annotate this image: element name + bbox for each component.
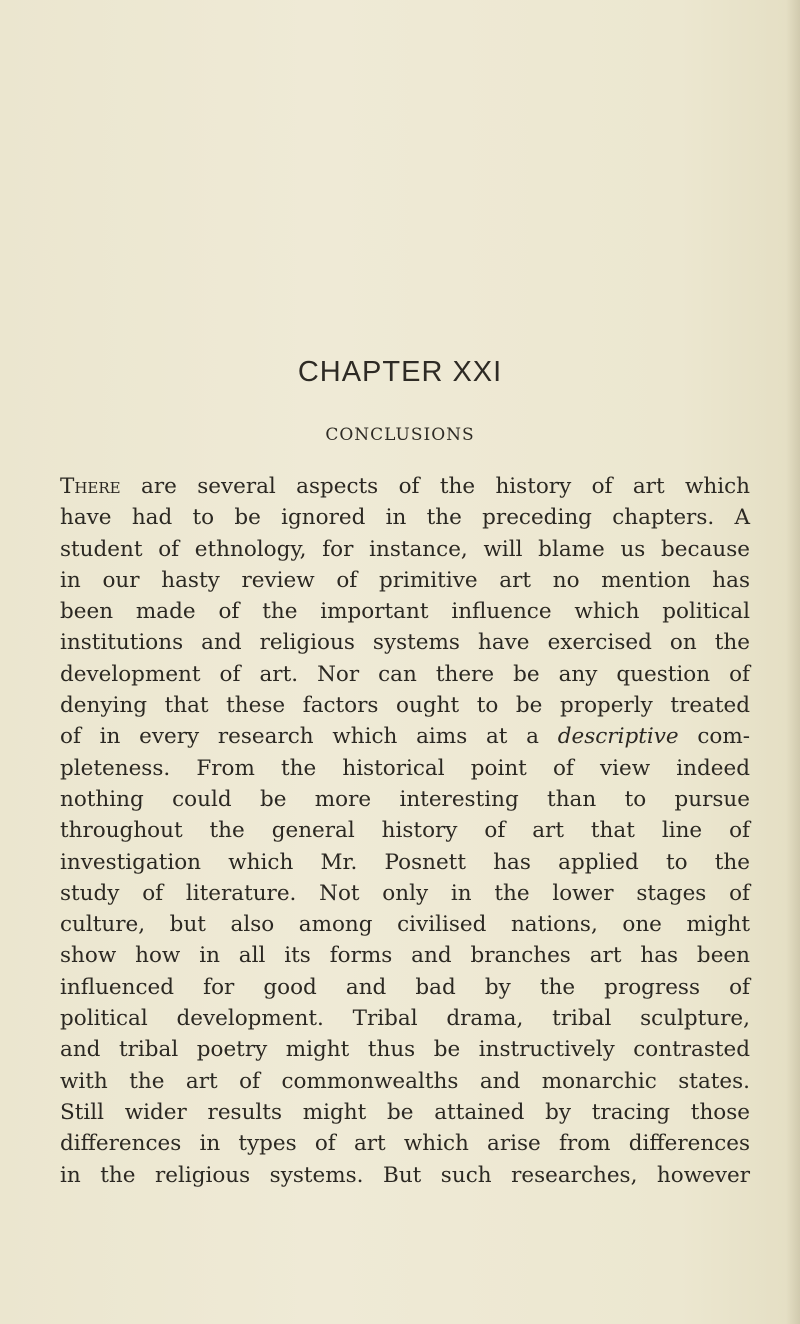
emphasis: descriptive <box>557 724 679 750</box>
text-line: institutions and religious systems have exercised on the <box>60 630 750 656</box>
text-line: throughout the general history of art that line of <box>60 818 750 844</box>
page-edge-shadow <box>786 0 800 1324</box>
text-line: investigation which Mr. Posnett has applied to the <box>60 849 750 875</box>
drop-word: There <box>60 474 121 499</box>
text-line: denying that these factors ought to be properly treated <box>60 693 750 719</box>
text-line: in the religious systems. But such researches, however <box>60 1162 750 1188</box>
text-line: student of ethnology, for instance, will blame us because <box>60 536 750 562</box>
text-line: in our hasty review of primitive art no mention has <box>60 567 750 593</box>
text-line: nothing could be more interesting than to pursue <box>60 786 750 812</box>
text-line: study of literature. Not only in the lower stages of <box>60 880 750 906</box>
text-line: differences in types of art which arise from differences <box>60 1131 750 1157</box>
text-line: pleteness. From the historical point of view indeed <box>60 755 750 781</box>
text-line: and tribal poetry might thus be instructively contrasted <box>60 1037 750 1063</box>
text-line: been made of the important influence which political <box>60 599 750 625</box>
text-line: development of art. Nor can there be any question of <box>60 661 750 687</box>
text-line: show how in all its forms and branches art has been <box>60 943 750 969</box>
text-line: political development. Tribal drama, tribal sculpture, <box>60 1006 750 1032</box>
chapter-heading: CHAPTER XXI <box>297 356 503 388</box>
section-title: CONCLUSIONS <box>325 425 475 445</box>
text-line: culture, but also among civilised nations, one might <box>60 912 750 938</box>
text-line: of in every research which aims at a descriptive com- <box>60 724 750 750</box>
text-line: Still wider results might be attained by tracing those <box>60 1099 750 1125</box>
text-line: There are several aspects of the history of art which <box>60 474 750 499</box>
text-line: have had to be ignored in the preceding chapters. A <box>60 505 750 531</box>
text-line: with the art of commonwealths and monarchic states. <box>60 1068 750 1094</box>
text-line: influenced for good and bad by the progress of <box>60 974 750 1000</box>
body-paragraph <box>60 471 750 1191</box>
